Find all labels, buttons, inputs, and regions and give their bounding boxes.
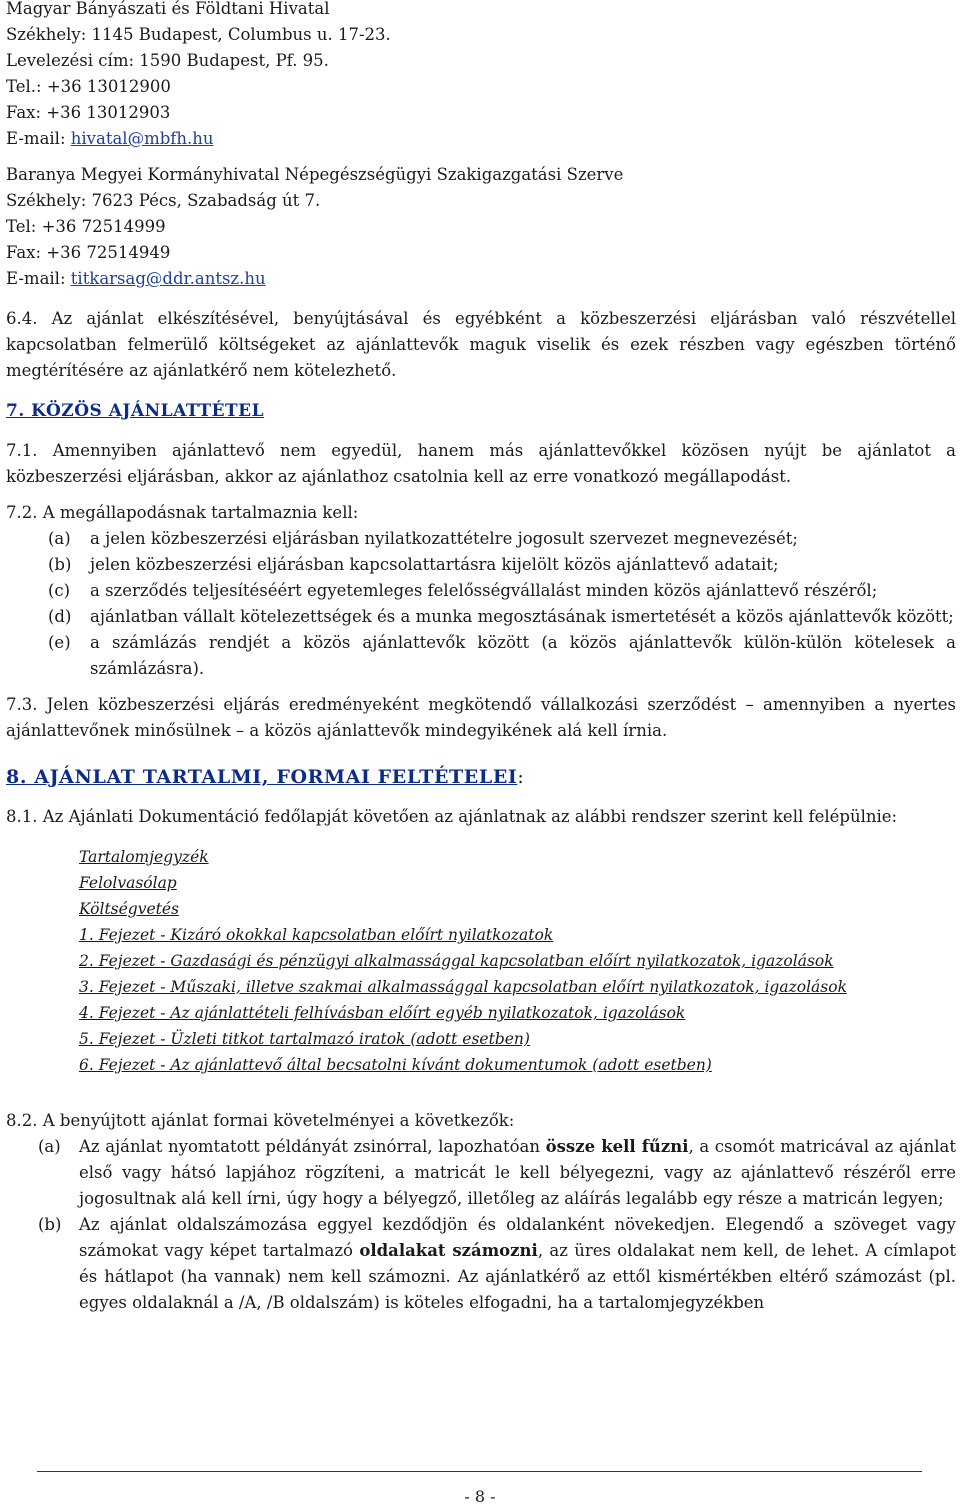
email-label: E-mail:: [6, 269, 71, 288]
email-link[interactable]: titkarsag@ddr.antsz.hu: [70, 269, 266, 288]
org-address: Székhely: 1145 Budapest, Columbus u. 17-23.: [6, 25, 391, 44]
org-tel: Tel.: +36 13012900: [6, 77, 171, 96]
org-email-row: [6, 126, 956, 152]
org-fax: Fax: +36 13012903: [6, 103, 171, 122]
text-run: Az ajánlat nyomtatott példányát zsinórral, lapozhatóan: [79, 1137, 546, 1156]
org-name: Magyar Bányászati és Földtani Hivatal: [6, 0, 330, 18]
list-item: [6, 578, 956, 604]
org-postal: Levelezési cím: 1590 Budapest, Pf. 95.: [6, 51, 329, 70]
list-item: [6, 604, 956, 630]
org-tel: Tel: +36 72514999: [6, 217, 166, 236]
section-heading-8: [6, 764, 956, 790]
list-label: (c): [48, 581, 71, 600]
list-item: [6, 526, 956, 552]
paragraph-7-1: 7.1. Amennyiben ajánlattevő nem egyedül, hanem más ajánlattevőkkel közösen nyújt be ajánlatot a közbeszerzési eljárásban, akkor az ajánlathoz csatolnia kell az erre vonatkozó megállapodást.: [6, 441, 956, 486]
structure-item: Tartalomjegyzék: [79, 848, 209, 866]
offer-structure-list: [6, 844, 956, 1078]
section-heading-8-text: 8. AJÁNLAT TARTALMI, FORMAI FELTÉTELEI: [6, 766, 518, 788]
list-text: a szerződés teljesítéséért egyetemleges felelősségvállalást minden közös ajánlattevő részéről;: [90, 581, 878, 600]
list-label: (a): [48, 529, 71, 548]
list-label: (b): [48, 555, 72, 574]
list-text: jelen közbeszerzési eljárásban kapcsolattartásra kijelölt közös ajánlattevő adatait;: [90, 555, 779, 574]
agreement-list: [6, 526, 956, 682]
requirement-label: (b): [38, 1215, 62, 1234]
structure-item: 4. Fejezet - Az ajánlattételi felhívásban előírt egyéb nyilatkozatok, igazolások: [79, 1004, 686, 1022]
section-heading-7: 7. KÖZÖS AJÁNLATTÉTEL: [6, 401, 265, 421]
paragraph-8-2: 8.2. A benyújtott ajánlat formai követelményei a következők:: [6, 1111, 515, 1130]
contact-block-antsz: [6, 162, 956, 292]
structure-item: Költségvetés: [79, 900, 180, 918]
list-text: ajánlatban vállalt kötelezettségek és a munka megosztásának ismertetését a közös ajánlattevők között;: [90, 607, 954, 626]
list-item: [6, 552, 956, 578]
list-text: a számlázás rendjét a közös ajánlattevők között (a közös ajánlattevők külön-külön kötelesek a számlázásra).: [90, 633, 956, 678]
email-label: E-mail:: [6, 129, 71, 148]
structure-item: 3. Fejezet - Műszaki, illetve szakmai alkalmassággal kapcsolatban előírt nyilatkozatok, igazolások: [79, 978, 847, 996]
list-item: [6, 630, 956, 682]
requirement-a: [6, 1134, 956, 1212]
org-email-row: [6, 266, 956, 292]
structure-item: 6. Fejezet - Az ajánlattevő által becsatolni kívánt dokumentumok (adott esetben): [79, 1056, 712, 1074]
list-label: (d): [48, 607, 72, 626]
paragraph-8-1: 8.1. Az Ajánlati Dokumentáció fedőlapját követően az ajánlatnak az alábbi rendszer szerint kell felépülnie:: [6, 807, 898, 826]
requirement-text: [79, 1212, 956, 1316]
requirement-label: (a): [38, 1137, 61, 1156]
structure-item: 2. Fejezet - Gazdasági és pénzügyi alkalmassággal kapcsolatban előírt nyilatkozatok, igazolások: [79, 952, 834, 970]
org-name: Baranya Megyei Kormányhivatal Népegészségügyi Szakigazgatási Szerve: [6, 165, 624, 184]
list-text: a jelen közbeszerzési eljárásban nyilatkozattételre jogosult szervezet megnevezését;: [90, 529, 798, 548]
paragraph-6-4: 6.4. Az ajánlat elkészítésével, benyújtásával és egyébként a közbeszerzési eljárásban való részvétellel kapcsolatban felmerülő költségeket az ajánlattevők maguk viselik és ezek részben vagy egészben történő megtérítésére az ajánlatkérő nem kötelezhető.: [6, 309, 956, 380]
heading-colon: :: [517, 766, 525, 788]
org-address: Székhely: 7623 Pécs, Szabadság út 7.: [6, 191, 321, 210]
document-page: [6, 0, 956, 1316]
structure-item: 1. Fejezet - Kizáró okokkal kapcsolatban előírt nyilatkozatok: [79, 926, 554, 944]
list-label: (e): [48, 633, 71, 652]
requirement-text: [79, 1134, 956, 1212]
text-run: , az üres oldalakat nem kell, de lehet. A címlapot és hátlapot (ha vannak) nem kell számozni. Az ajánlatkérő az ettől kismértékben eltérő számozást (pl. egyes oldalaknál a /A, /B oldalszám) is köteles elfogadni, ha a tartalomjegyzékben: [79, 1241, 956, 1312]
requirement-b: [6, 1212, 956, 1316]
text-run: Az ajánlat oldalszámozása eggyel kezdődjön és oldalanként növekedjen. Elegendő a szöveget vagy számokat vagy képet tartalmazó: [79, 1215, 956, 1260]
paragraph-7-3: 7.3. Jelen közbeszerzési eljárás eredményeként megkötendő vállalkozási szerződést – amennyiben a nyertes ajánlattevőnek minősülnek – a közös ajánlattevők mindegyikének alá kell írnia.: [6, 695, 956, 740]
bold-run: oldalakat számozni: [359, 1241, 538, 1260]
contact-block-mbfh: [6, 0, 956, 152]
page-number: - 8 -: [464, 1487, 496, 1506]
footer-rule: [37, 1471, 922, 1472]
bold-run: össze kell fűzni: [545, 1137, 689, 1156]
email-link[interactable]: hivatal@mbfh.hu: [70, 129, 214, 148]
structure-item: 5. Fejezet - Üzleti titkot tartalmazó iratok (adott esetben): [79, 1030, 530, 1048]
paragraph-7-2: 7.2. A megállapodásnak tartalmaznia kell:: [6, 503, 359, 522]
text-run: , a csomót matricával az ajánlat első vagy hátsó lapjához rögzíteni, a matricát le kell bélyegezni, vagy az ajánlattevő részéről erre jogosultnak alá kell írni, úgy hogy a bélyegző, illetőleg az aláírás legalább egy része a matricán legyen;: [79, 1137, 956, 1208]
structure-item: Felolvasólap: [79, 874, 177, 892]
org-fax: Fax: +36 72514949: [6, 243, 171, 262]
